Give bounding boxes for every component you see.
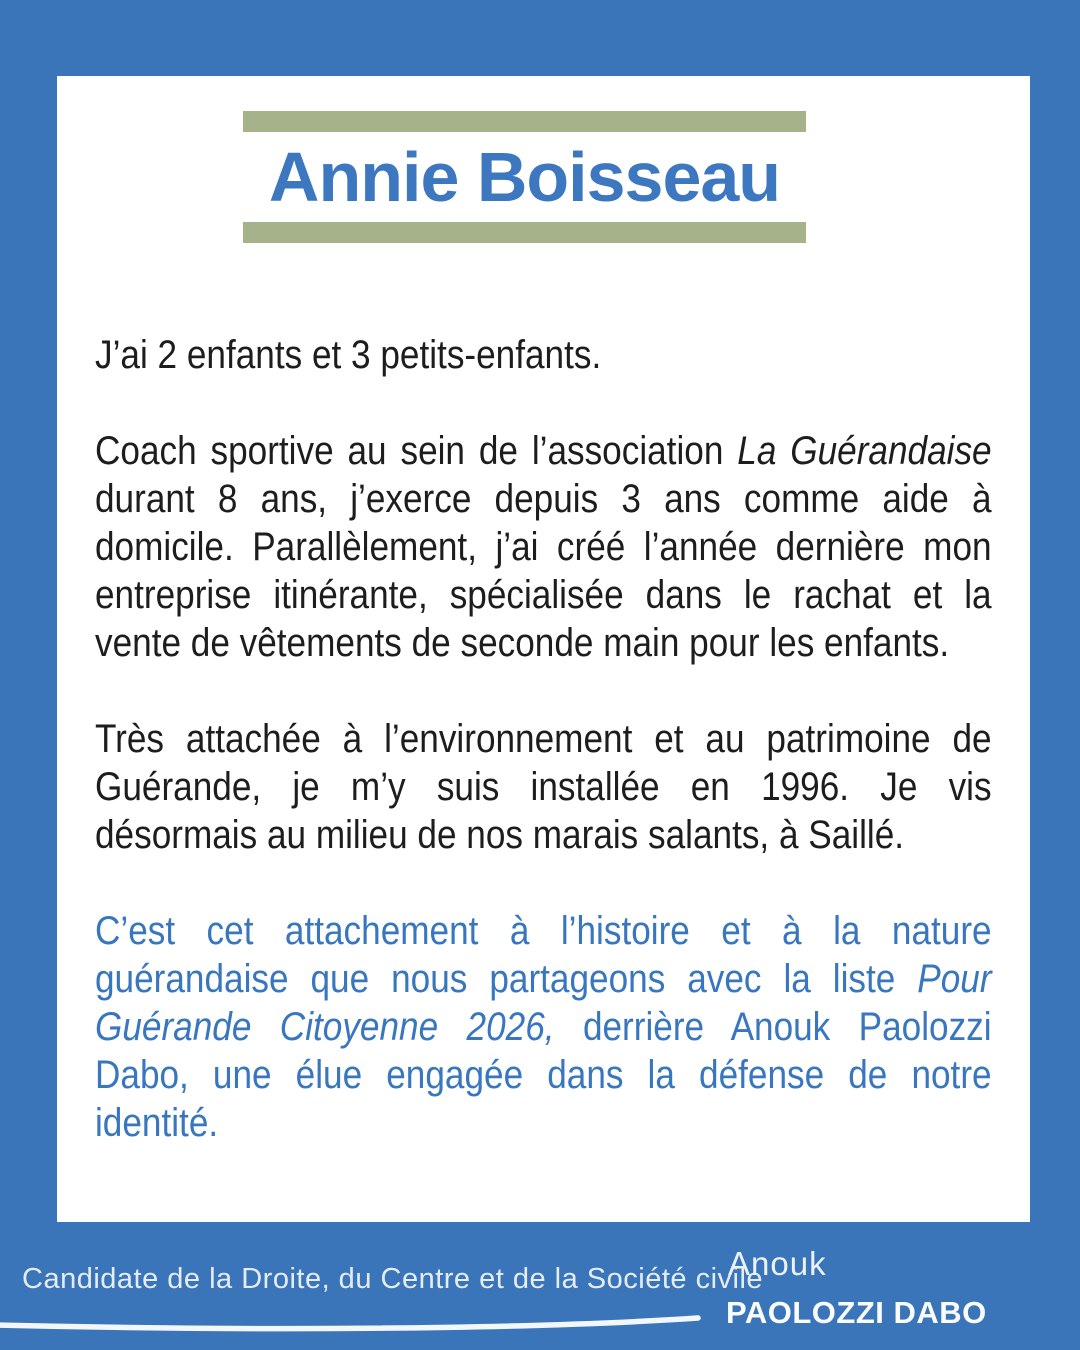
association-name: La Guérandaise — [737, 429, 992, 473]
list-name: Pour Guérande Citoyenne 2026, — [95, 957, 992, 1049]
page-title: Annie Boisseau — [268, 138, 781, 216]
content-panel — [57, 76, 1030, 1222]
paragraph-family: J’ai 2 enfants et 3 petits-enfants. — [95, 333, 602, 377]
title-block — [243, 111, 806, 243]
title-top-bar — [243, 111, 806, 132]
title-bottom-bar — [243, 222, 806, 243]
paragraph-campaign: C’est cet attachement à l’histoire et à la nature guérandaise que nous partageons avec la liste Pour Guérande Citoyenne 2026, derrière Anouk Paolozzi Dabo, une élue engagée dans la défense de notre identité. — [95, 909, 992, 1145]
paragraph-career: Coach sportive au sein de l’association La Guérandaise durant 8 ans, j’exerce depuis 3 ans comme aide à domicile. Parallèlement, j’ai créé l’année dernière mon entreprise itinérante, spécialisée dans le rachat et la vente de vêtements de seconde main pour les enfants. — [95, 429, 992, 665]
candidate-first-name: Anouk — [728, 1245, 827, 1282]
swoosh-line — [0, 1300, 720, 1340]
candidate-last-name: PAOLOZZI DABO — [726, 1295, 987, 1330]
biography-text — [95, 331, 992, 1195]
footer-tagline: Candidate de la Droite, du Centre et de la Société civile — [22, 1263, 764, 1295]
paragraph-attachment: Très attachée à l’environnement et au patrimoine de Guérande, je m’y suis installée en 1996. Je vis désormais au milieu de nos marais salants, à Saillé. — [95, 717, 992, 857]
